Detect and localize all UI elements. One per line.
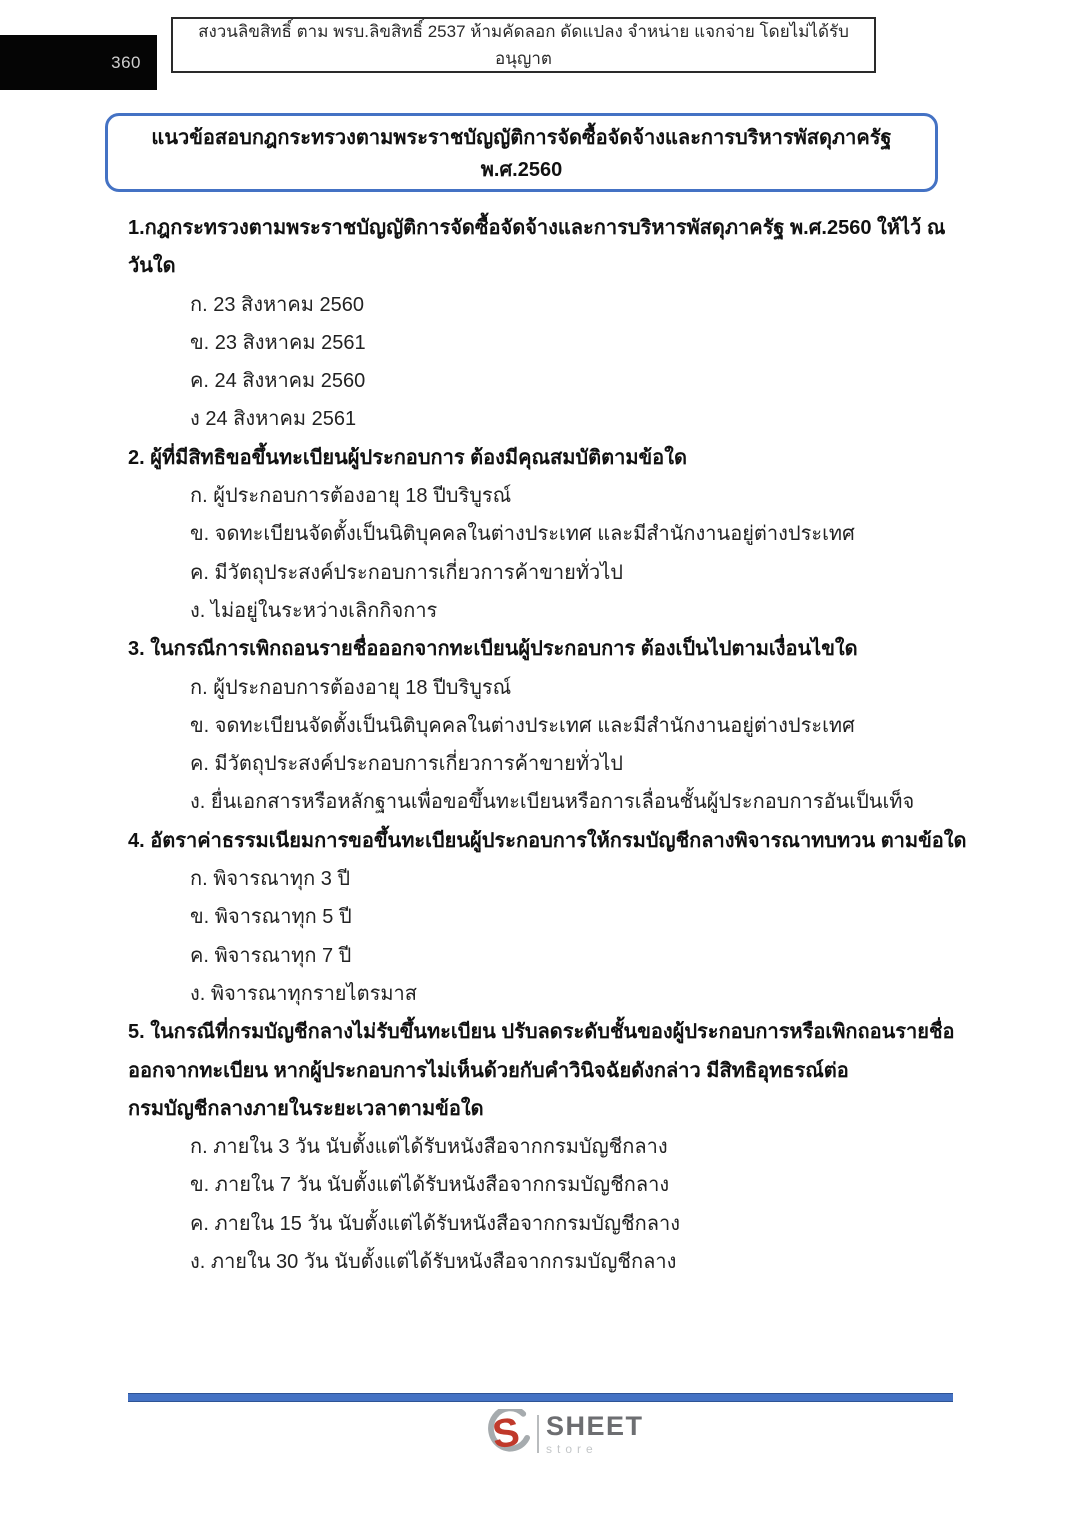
- question-5-option-1: ก. ภายใน 3 วัน นับตั้งแต่ได้รับหนังสือจากกรมบัญชีกลาง: [190, 1136, 668, 1159]
- page-number: 360: [111, 52, 141, 72]
- page-title: แนวข้อสอบกฎกระทรวงตามพระราชบัญญัติการจัดซื้อจัดจ้างและการบริหารพัสดุภาครัฐ พ.ศ.2560: [151, 126, 892, 181]
- question-1-option-3: ค. 24 สิงหาคม 2560: [190, 370, 366, 393]
- question-5-option-2: ข. ภายใน 7 วัน นับตั้งแต่ได้รับหนังสือจากกรมบัญชีกลาง: [190, 1174, 670, 1197]
- footer-divider: [128, 1393, 953, 1402]
- question-2-option-3: ค. มีวัตถุประสงค์ประกอบการเกี่ยวการค้าขายทั่วไป: [190, 561, 623, 584]
- title-box: [105, 113, 938, 192]
- question-1-option-1: ก. 23 สิงหาคม 2560: [190, 293, 365, 316]
- question-2-option-4: ง. ไม่อยู่ในระหว่างเลิกกิจการ: [190, 599, 438, 622]
- logo-divider: [537, 1415, 539, 1453]
- question-5-option-3: ค. ภายใน 15 วัน นับตั้งแต่ได้รับหนังสือจากกรมบัญชีกลาง: [190, 1212, 680, 1235]
- question-5-text: กรมบัญชีกลางภายในระยะเวลาตามข้อใด: [128, 1097, 484, 1120]
- copyright-box: [171, 17, 876, 73]
- question-2-text: 2. ผู้ที่มีสิทธิขอขึ้นทะเบียนผู้ประกอบการ ต้องมีคุณสมบัติตามข้อใด: [128, 446, 687, 469]
- question-1-text: วันใด: [128, 255, 176, 278]
- question-4-option-3: ค. พิจารณาทุก 7 ปี: [190, 944, 352, 967]
- question-4-option-4: ง. พิจารณาทุกรายไตรมาส: [190, 982, 417, 1005]
- question-5-text: ออกจากทะเบียน หากผู้ประกอบการไม่เห็นด้วยกับคำวินิจฉัยดังกล่าว มีสิทธิอุทธรณ์ต่อ: [128, 1059, 849, 1082]
- page-number-box: [0, 35, 157, 90]
- question-3-option-1: ก. ผู้ประกอบการต้องอายุ 18 ปีบริบูรณ์: [190, 676, 512, 699]
- question-3-option-2: ข. จดทะเบียนจัดตั้งเป็นนิติบุคคลในต่างประเทศ และมีสำนักงานอยู่ต่างประเทศ: [190, 714, 855, 737]
- question-4-option-2: ข. พิจารณาทุก 5 ปี: [190, 906, 352, 929]
- question-5-text: 5. ในกรณีที่กรมบัญชีกลางไม่รับขึ้นทะเบียน ปรับลดระดับชั้นของผู้ประกอบการหรือเพิกถอนรายชื่อ: [128, 1021, 955, 1044]
- question-1-option-4: ง 24 สิงหาคม 2561: [190, 408, 357, 431]
- copyright-text: สงวนลิขสิทธิ์ ตาม พรบ.ลิขสิทธิ์ 2537 ห้ามคัดลอก ดัดแปลง จำหน่าย แจกจ่าย โดยไม่ได้รับอนุญาต: [198, 22, 849, 68]
- svg-text:S: S: [489, 1409, 522, 1458]
- questions: [128, 209, 967, 1281]
- question-4-option-1: ก. พิจารณาทุก 3 ปี: [190, 868, 351, 891]
- question-4-text: 4. อัตราค่าธรรมเนียมการขอขึ้นทะเบียนผู้ประกอบการให้กรมบัญชีกลางพิจารณาทบทวน ตามข้อใด: [128, 829, 967, 852]
- sheet-store-logo-icon: [484, 1409, 530, 1459]
- question-2-option-1: ก. ผู้ประกอบการต้องอายุ 18 ปีบริบูรณ์: [190, 485, 512, 508]
- question-2-option-2: ข. จดทะเบียนจัดตั้งเป็นนิติบุคคลในต่างประเทศ และมีสำนักงานอยู่ต่างประเทศ: [190, 523, 855, 546]
- question-3-option-4: ง. ยื่นเอกสารหรือหลักฐานเพื่อขอขึ้นทะเบียนหรือการเลื่อนชั้นผู้ประกอบการอันเป็นเท็จ: [190, 791, 915, 814]
- question-5-option-4: ง. ภายใน 30 วัน นับตั้งแต่ได้รับหนังสือจากกรมบัญชีกลาง: [190, 1251, 677, 1274]
- logo-wordmark: [546, 1413, 644, 1455]
- question-1-option-2: ข. 23 สิงหาคม 2561: [190, 331, 366, 354]
- question-1-text: 1.กฎกระทรวงตามพระราชบัญญัติการจัดซื้อจัดจ้างและการบริหารพัสดุภาครัฐ พ.ศ.2560 ให้ไว้ ณ: [128, 217, 946, 239]
- brand-name: SHEET: [546, 1411, 644, 1441]
- brand-subtitle: store: [546, 1442, 598, 1456]
- question-3-text: 3. ในกรณีการเพิกถอนรายชื่อออกจากทะเบียนผู้ประกอบการ ต้องเป็นไปตามเงื่อนไขใด: [128, 638, 858, 661]
- question-3-option-3: ค. มีวัตถุประสงค์ประกอบการเกี่ยวการค้าขายทั่วไป: [190, 753, 623, 776]
- brand-logo: [484, 1408, 644, 1460]
